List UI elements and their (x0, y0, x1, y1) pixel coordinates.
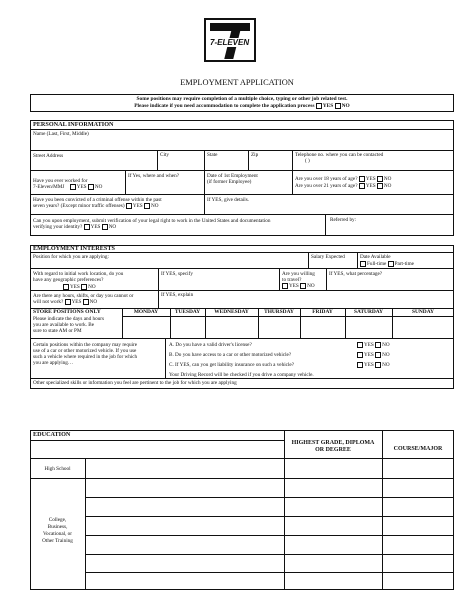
convicted-no-checkbox[interactable] (144, 203, 150, 209)
geo-label-2: have any geographic preferences? (33, 277, 104, 283)
college-label-3: Vocational, or (42, 531, 72, 537)
license-options (357, 342, 390, 348)
vehicle-text-3: such a vehicle where required in the job for which (33, 354, 138, 360)
day-sunday: SUNDAY (412, 309, 434, 315)
no-label: NO (382, 342, 390, 349)
yes-label: YES (365, 183, 376, 190)
notice-no-label: NO (341, 103, 350, 110)
hours-label-2: will not work? (33, 299, 64, 306)
age18-no-checkbox[interactable] (377, 176, 383, 182)
grade-header-2: OR DEGREE (315, 447, 351, 453)
vehicle-text-1: Certain positions within the company may require (33, 342, 138, 348)
referred-by-field[interactable]: Referred by: (330, 217, 357, 223)
license-question: A. Do you have a valid driver's license? (169, 342, 252, 348)
insurance-options (357, 362, 390, 368)
vehicle-question: B. Do you have access to a car or other motorized vehicle? (169, 352, 292, 358)
if-yes-where-field[interactable]: If Yes, where and when? (128, 173, 179, 179)
convicted-yes-checkbox[interactable] (126, 203, 132, 209)
geo-specify-field[interactable]: If YES, specify (161, 271, 193, 277)
age21-yes-checkbox[interactable] (359, 183, 365, 189)
driving-record-note: Your Driving Record will be checked if you drive a company vehicle. (169, 372, 314, 378)
convicted-label-2: seven years? (Except minor traffic offenses) (33, 203, 125, 210)
store-text-1: Please indicate the days and hours (33, 316, 105, 322)
full-time-checkbox[interactable] (360, 261, 366, 267)
age21-label: Are you over 21 years of age? (295, 183, 358, 190)
vehicle-text-4: you are applying… (33, 360, 74, 366)
vehicle-no-checkbox[interactable] (375, 352, 381, 358)
day-wednesday: WEDNESDAY (214, 309, 249, 315)
name-field[interactable]: Name (Last, First, Middle) (33, 131, 89, 137)
travel-percentage-field[interactable]: If YES, what percentage? (329, 271, 383, 277)
notice-line-1: Some positions may require completion of a multiple choice, typing or other job related test. (136, 96, 348, 102)
yes-label: YES (365, 176, 376, 183)
hours-label: Are there any hours, shifts, or day you cannot or (33, 293, 134, 299)
convicted-row (33, 203, 158, 209)
verify-no-checkbox[interactable] (102, 224, 108, 230)
convicted-details-field[interactable]: If YES, give details. (207, 197, 250, 203)
yes-label: YES (71, 299, 82, 306)
store-text-3: sure to state AM or PM (33, 328, 82, 334)
worked-yes-checkbox[interactable] (70, 184, 76, 190)
day-monday: MONDAY (133, 309, 159, 315)
state-field[interactable]: State (207, 152, 218, 158)
verify-row (33, 224, 116, 230)
insurance-yes-checkbox[interactable] (357, 362, 363, 368)
phone-field[interactable]: Telephone no. where you can be contacted (295, 152, 384, 158)
salary-field[interactable]: Salary Expected (311, 254, 345, 260)
full-time-label: Full-time (367, 261, 387, 268)
yes-label: YES (90, 224, 101, 231)
vehicle-options (357, 352, 390, 358)
education-title: EDUCATION (33, 431, 71, 438)
yes-label: YES (364, 342, 374, 349)
insurance-no-checkbox[interactable] (375, 362, 381, 368)
geo-label: With regard to initial work location, do you (33, 271, 124, 277)
no-label: NO (150, 203, 159, 210)
yes-label: YES (132, 203, 143, 210)
yes-label: YES (70, 284, 80, 291)
day-thursday: THURSDAY (264, 309, 294, 315)
worked-row (33, 184, 102, 190)
yes-label: YES (364, 362, 374, 369)
day-friday: FRIDAY (312, 309, 333, 315)
store-positions-title: STORE POSITIONS ONLY (33, 309, 101, 315)
verify-yes-checkbox[interactable] (84, 224, 90, 230)
worked-label: Have you ever worked for (33, 178, 88, 184)
seven-eleven-logo (204, 18, 256, 62)
notice-line-2 (30, 103, 454, 109)
yes-label: YES (364, 352, 374, 359)
high-school-label: High School (44, 466, 71, 472)
position-field[interactable]: Position for which you are applying: (33, 254, 109, 260)
travel-yes-checkbox[interactable] (282, 283, 288, 289)
date-employment-note: (if former Employee) (207, 179, 252, 185)
store-text-2: you are available to work. Be (33, 322, 95, 328)
insurance-question: C. If YES, can you get liability insurance on such a vehicle? (169, 362, 294, 368)
street-field[interactable]: Street Address (33, 153, 64, 159)
college-label-2: Business, (47, 524, 68, 530)
no-label: NO (94, 184, 103, 191)
vehicle-text-2: use of a car or other motorized vehicle. If you use (33, 348, 137, 354)
hours-row (33, 299, 97, 305)
phone-parens: ( ) (305, 158, 310, 164)
no-label: NO (108, 224, 117, 231)
day-saturday: SATURDAY (353, 309, 384, 315)
logo-text: 7-ELEVEN (210, 38, 250, 47)
travel-no-checkbox[interactable] (300, 283, 306, 289)
no-label: NO (383, 183, 392, 190)
worked-label-2: 7-Eleven/MMJ (33, 184, 65, 191)
no-label: NO (88, 284, 96, 291)
no-label: NO (382, 362, 390, 369)
course-header: COURSE/MAJOR (393, 446, 443, 452)
college-label-1: College, (48, 517, 67, 523)
notice-no-checkbox[interactable] (335, 103, 341, 109)
day-tuesday: TUESDAY (174, 309, 201, 315)
college-label-4: Other Training (42, 538, 73, 544)
zip-field[interactable]: Zip (251, 152, 259, 158)
employment-title: EMPLOYMENT INTERESTS (33, 245, 115, 252)
no-label: NO (89, 299, 98, 306)
date-available-label: Date Available (360, 254, 391, 260)
notice-yes-checkbox[interactable] (316, 103, 322, 109)
age18-label: Are you over 18 years of age? (295, 176, 358, 183)
verify-label: Can you upon employment, submit verification of your legal right to work in the United States and documentation (33, 218, 271, 224)
hours-no-checkbox[interactable] (83, 299, 89, 305)
convicted-label: Have you been convicted of a criminal offense within the past (33, 197, 162, 203)
skills-field[interactable]: Other specialized skills or information you feel are pertinent to the job for which you are applying (33, 380, 237, 386)
hours-yes-checkbox[interactable] (65, 299, 71, 305)
personal-title: PERSONAL INFORMATION (33, 121, 114, 128)
age21-no-checkbox[interactable] (377, 183, 383, 189)
vehicle-yes-checkbox[interactable] (357, 352, 363, 358)
hours-explain-field[interactable]: If YES, explain (161, 292, 194, 298)
yes-label: YES (76, 184, 87, 191)
age18-row (295, 176, 391, 182)
age18-yes-checkbox[interactable] (359, 176, 365, 182)
page-title: EMPLOYMENT APPLICATION (180, 78, 294, 87)
travel-label-2: to travel? (282, 277, 302, 283)
no-label: NO (307, 283, 315, 290)
verify-label-2: verifying your identity? (33, 224, 83, 231)
no-label: NO (382, 352, 390, 359)
city-field[interactable]: City (160, 152, 169, 158)
notice-text: Please indicate if you need accommodation to complete the application process (134, 103, 315, 110)
part-time-label: Part-time (394, 261, 414, 268)
travel-options (282, 283, 315, 289)
worked-no-checkbox[interactable] (88, 184, 94, 190)
travel-label: Are you willing (282, 271, 315, 277)
availability-row (360, 261, 414, 267)
notice-yes-label: YES (322, 103, 334, 110)
license-no-checkbox[interactable] (375, 342, 381, 348)
age21-row (295, 183, 391, 189)
date-employment-field[interactable]: Date of 1st Employment (207, 173, 258, 179)
education-section (30, 430, 454, 590)
part-time-checkbox[interactable] (388, 261, 394, 267)
license-yes-checkbox[interactable] (357, 342, 363, 348)
yes-label: YES (289, 283, 299, 290)
no-label: NO (383, 176, 392, 183)
grade-header: HIGHEST GRADE, DIPLOMA (291, 440, 375, 446)
